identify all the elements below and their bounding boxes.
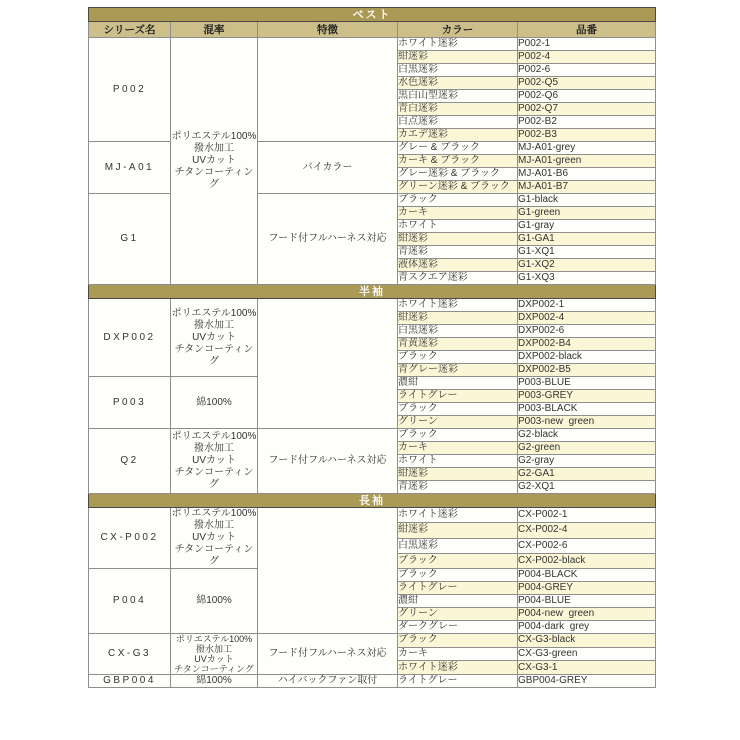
color-cell: ブラック [398, 403, 518, 416]
code-cell: DXP002-B5 [518, 364, 656, 377]
column-header-blend: 混率 [171, 22, 258, 38]
code-cell: P004-GREY [518, 582, 656, 595]
series-cell: MJ-A01 [89, 142, 171, 194]
product-table [88, 7, 656, 688]
code-cell: G1-XQ3 [518, 272, 656, 285]
code-cell: G1-XQ2 [518, 259, 656, 272]
color-cell: ブラック [398, 194, 518, 207]
color-cell: ライトグレー [398, 390, 518, 403]
feature-cell [258, 299, 398, 429]
series-cell: DXP002 [89, 299, 171, 377]
color-cell: 水色迷彩 [398, 77, 518, 90]
section-bar-row [89, 285, 656, 299]
section-title: 長袖 [89, 494, 656, 508]
code-cell: G2-green [518, 442, 656, 455]
code-cell: GBP004-GREY [518, 675, 656, 688]
code-cell: P002-1 [518, 38, 656, 51]
blend-cell: ポリエステル100% 撥水加工 UVカット チタンコーティング [171, 38, 258, 285]
code-cell: P002-Q6 [518, 90, 656, 103]
table-row [89, 429, 656, 442]
code-cell: P004-new green [518, 608, 656, 621]
color-cell: グリーン迷彩 & ブラック [398, 181, 518, 194]
code-cell: P004-BLUE [518, 595, 656, 608]
code-cell: P002-Q5 [518, 77, 656, 90]
section-title: ベスト [89, 8, 656, 22]
color-cell: グリーン [398, 416, 518, 429]
series-cell: Q2 [89, 429, 171, 494]
color-cell: グレー & ブラック [398, 142, 518, 155]
table-row [89, 508, 656, 523]
color-cell: 黒白山型迷彩 [398, 90, 518, 103]
color-cell: ブラック [398, 351, 518, 364]
color-cell: カーキ [398, 207, 518, 220]
color-cell: ブラック [398, 569, 518, 582]
color-cell: カーキ & ブラック [398, 155, 518, 168]
color-cell: カエデ迷彩 [398, 129, 518, 142]
code-cell: MJ-A01-B6 [518, 168, 656, 181]
blend-cell: 綿100% [171, 675, 258, 688]
feature-cell: ハイバックファン取付 [258, 675, 398, 688]
table-row [89, 299, 656, 312]
code-cell: G2-gray [518, 455, 656, 468]
code-cell: DXP002-6 [518, 325, 656, 338]
code-cell: G1-GA1 [518, 233, 656, 246]
code-cell: P003-new green [518, 416, 656, 429]
code-cell: DXP002-4 [518, 312, 656, 325]
blend-cell: ポリエステル100% 撥水加工 UVカット チタンコーティング [171, 634, 258, 675]
code-cell: P002-Q7 [518, 103, 656, 116]
color-cell: 青黄迷彩 [398, 338, 518, 351]
code-cell: CX-G3-green [518, 647, 656, 661]
code-cell: P002-6 [518, 64, 656, 77]
blend-cell: ポリエステル100% 撥水加工 UVカット チタンコーティング [171, 299, 258, 377]
code-cell: G1-gray [518, 220, 656, 233]
color-cell: ダークグレー [398, 621, 518, 634]
section-title: 半袖 [89, 285, 656, 299]
column-header-row [89, 22, 656, 38]
feature-cell: フード付フルハーネス対応 [258, 194, 398, 285]
code-cell: DXP002-black [518, 351, 656, 364]
code-cell: P003-GREY [518, 390, 656, 403]
color-cell: カーキ [398, 442, 518, 455]
color-cell: 濃紺 [398, 377, 518, 390]
section-bar-row [89, 494, 656, 508]
code-cell: P004-dark grey [518, 621, 656, 634]
color-cell: ブラック [398, 634, 518, 648]
color-cell: 白黒迷彩 [398, 64, 518, 77]
color-cell: ホワイト [398, 220, 518, 233]
color-cell: 青白迷彩 [398, 103, 518, 116]
color-cell: ブラック [398, 429, 518, 442]
color-cell: 紺迷彩 [398, 51, 518, 64]
code-cell: CX-P002-1 [518, 508, 656, 523]
code-cell: CX-P002-6 [518, 538, 656, 553]
code-cell: MJ-A01-green [518, 155, 656, 168]
code-cell: DXP002-1 [518, 299, 656, 312]
color-cell: ホワイト迷彩 [398, 299, 518, 312]
blend-cell: 綿100% [171, 569, 258, 634]
code-cell: CX-G3-black [518, 634, 656, 648]
code-cell: MJ-A01-B7 [518, 181, 656, 194]
color-cell: 青迷彩 [398, 246, 518, 259]
color-cell: ライトグレー [398, 582, 518, 595]
code-cell: P002-4 [518, 51, 656, 64]
code-cell: MJ-A01-grey [518, 142, 656, 155]
feature-cell [258, 508, 398, 634]
column-header-series: シリーズ名 [89, 22, 171, 38]
series-cell: P004 [89, 569, 171, 634]
color-cell: 青スクエア迷彩 [398, 272, 518, 285]
color-cell: ライトグレー [398, 675, 518, 688]
feature-cell: フード付フルハーネス対応 [258, 429, 398, 494]
color-cell: 紺迷彩 [398, 312, 518, 325]
column-header-code: 品番 [518, 22, 656, 38]
color-cell: カーキ [398, 647, 518, 661]
code-cell: G1-green [518, 207, 656, 220]
color-cell: 青グレー迷彩 [398, 364, 518, 377]
product-spec-sheet [88, 7, 656, 688]
code-cell: DXP002-B4 [518, 338, 656, 351]
code-cell: P003-BLACK [518, 403, 656, 416]
code-cell: CX-P002-black [518, 553, 656, 568]
code-cell: G1-black [518, 194, 656, 207]
blend-cell: 綿100% [171, 377, 258, 429]
product-table-body [89, 8, 656, 688]
series-cell: P003 [89, 377, 171, 429]
series-cell: GBP004 [89, 675, 171, 688]
color-cell: ホワイト迷彩 [398, 38, 518, 51]
column-header-feature: 特徴 [258, 22, 398, 38]
code-cell: P004-BLACK [518, 569, 656, 582]
blend-cell: ポリエステル100% 撥水加工 UVカット チタンコーティング [171, 508, 257, 567]
color-cell: ブラック [398, 553, 518, 568]
feature-cell: フード付フルハーネス対応 [258, 634, 398, 675]
color-cell: ホワイト迷彩 [398, 508, 518, 523]
series-cell: CX-G3 [89, 634, 171, 675]
color-cell: 白黒迷彩 [398, 538, 518, 553]
feature-cell [258, 38, 398, 142]
table-row [89, 38, 656, 51]
color-cell: グリーン [398, 608, 518, 621]
series-cell: CX-P002 [89, 508, 171, 569]
color-cell: 紺迷彩 [398, 523, 518, 538]
feature-cell: バイカラー [258, 142, 398, 194]
code-cell: G2-GA1 [518, 468, 656, 481]
color-cell: 白黒迷彩 [398, 325, 518, 338]
code-cell: CX-P002-4 [518, 523, 656, 538]
code-cell: P002-B2 [518, 116, 656, 129]
code-cell: CX-G3-1 [518, 661, 656, 675]
color-cell: ホワイト迷彩 [398, 661, 518, 675]
section-bar-row [89, 8, 656, 22]
code-cell: G2-XQ1 [518, 481, 656, 494]
color-cell: 青迷彩 [398, 481, 518, 494]
blend-cell: ポリエステル100% 撥水加工 UVカット チタンコーティング [171, 429, 258, 494]
series-cell: P002 [89, 38, 171, 142]
color-cell: グレー迷彩 & ブラック [398, 168, 518, 181]
color-cell: ホワイト [398, 455, 518, 468]
series-cell: G1 [89, 194, 171, 285]
color-cell: 濃紺 [398, 595, 518, 608]
code-cell: G2-black [518, 429, 656, 442]
color-cell: 紺迷彩 [398, 468, 518, 481]
code-cell: P002-B3 [518, 129, 656, 142]
table-row [89, 634, 656, 648]
code-cell: P003-BLUE [518, 377, 656, 390]
color-cell: 紺迷彩 [398, 233, 518, 246]
color-cell: 液体迷彩 [398, 259, 518, 272]
color-cell: 白点迷彩 [398, 116, 518, 129]
column-header-color: カラー [398, 22, 518, 38]
code-cell: G1-XQ1 [518, 246, 656, 259]
table-row [89, 675, 656, 688]
